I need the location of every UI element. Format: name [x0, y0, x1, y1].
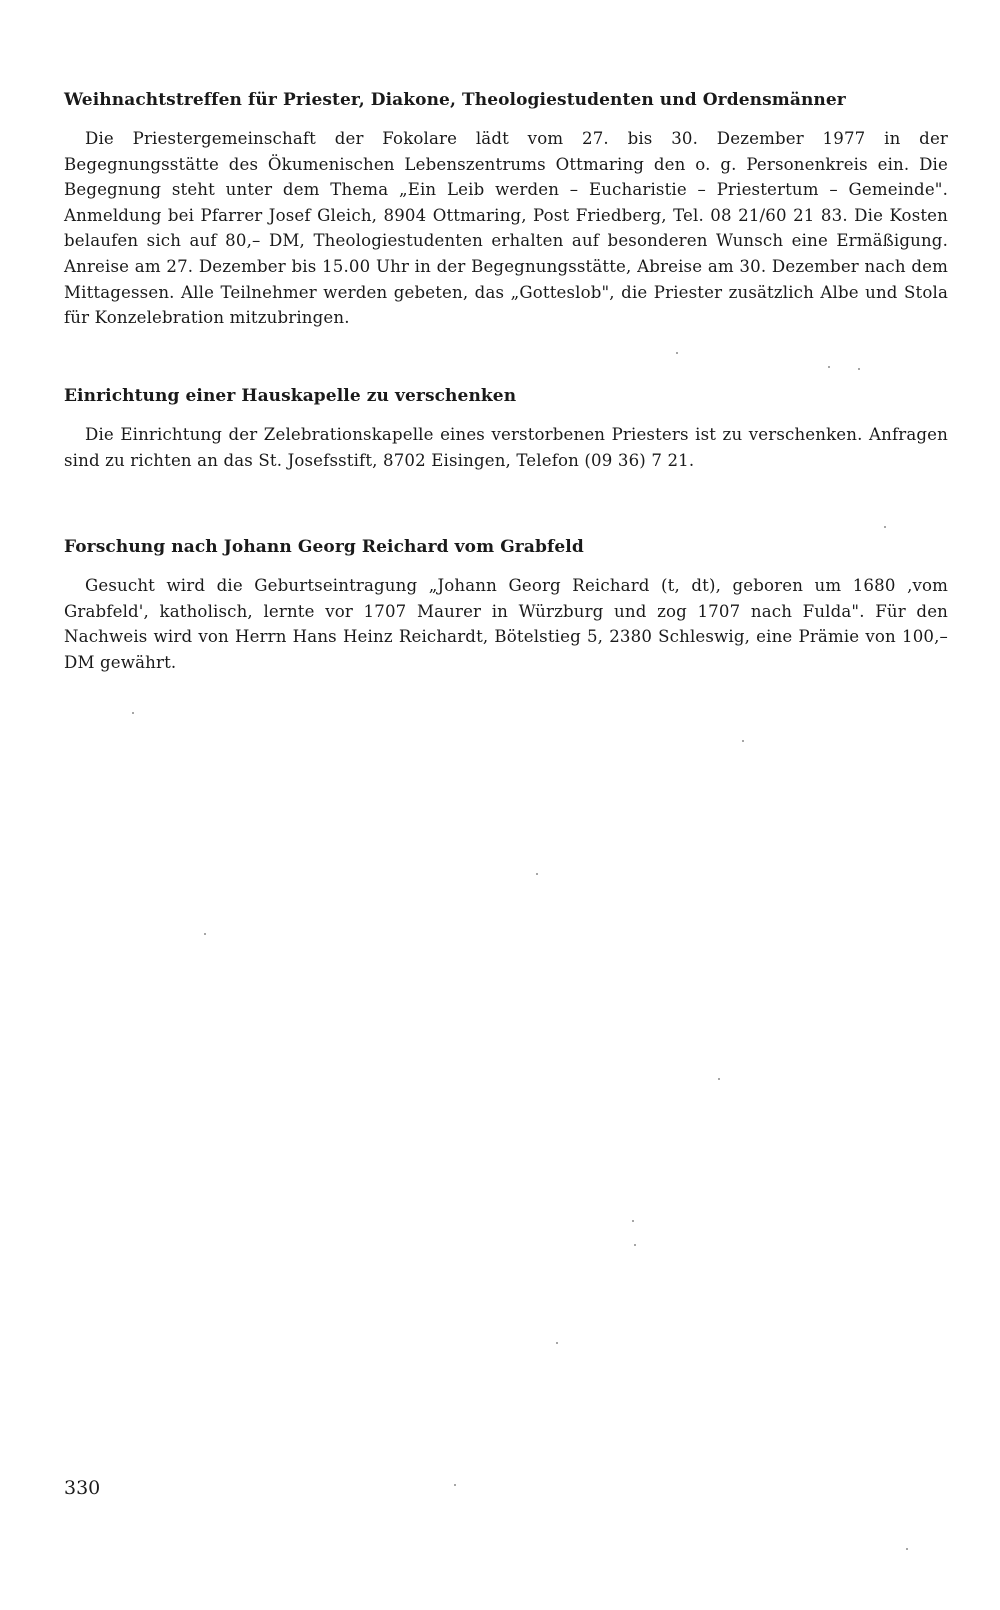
scan-speck: [454, 1484, 456, 1486]
scan-speck: [204, 933, 206, 935]
scan-speck: [906, 1548, 908, 1550]
page-number: 330: [64, 1477, 101, 1499]
section-body: Die Einrichtung der Zelebrationskapelle eines verstorbenen Priesters ist zu verschenken. Anfragen sind zu richten an das St. Josefsstift, 8702 Eisingen, Telefon (09 36) 7 21.: [64, 425, 948, 470]
scan-speck: [742, 740, 744, 742]
scan-speck: [536, 873, 538, 875]
section-forschung-reichard: [64, 536, 948, 675]
section-weihnachtstreffen: [64, 89, 948, 331]
scan-speck: [828, 366, 830, 368]
scan-speck: [632, 1220, 634, 1222]
section-body: Die Priestergemeinschaft der Fokolare lädt vom 27. bis 30. Dezember 1977 in der Begegnungsstätte des Ökumenischen Lebenszentrums Ottmaring den o. g. Personenkreis ein. Die Begegnung steht unter dem Thema „Ein Leib werden – Eucharistie – Priestertum – Gemeinde". Anmeldung bei Pfarrer Josef Gleich, 8904 Ottmaring, Post Friedberg, Tel. 08 21/60 21 83. Die Kosten belaufen sich auf 80,– DM, Theologiestudenten erhalten auf besonderen Wunsch eine Ermäßigung. Anreise am 27. Dezember bis 15.00 Uhr in der Begegnungsstätte, Abreise am 30. Dezember nach dem Mittagessen. Alle Teilnehmer werden gebeten, das „Gotteslob", die Priester zusätzlich Albe und Stola für Konzelebration mitzubringen.: [64, 129, 948, 328]
scan-speck: [884, 526, 886, 528]
section-hauskapelle: [64, 385, 948, 473]
scan-speck: [858, 368, 860, 370]
section-heading: Weihnachtstreffen für Priester, Diakone, Theologiestudenten und Ordensmänner: [64, 90, 846, 110]
scan-speck: [132, 712, 134, 714]
scan-speck: [676, 352, 678, 354]
section-heading: Forschung nach Johann Georg Reichard vom Grabfeld: [64, 537, 584, 557]
scan-speck: [718, 1078, 720, 1080]
scan-speck: [634, 1244, 636, 1246]
scan-speck: [556, 1342, 558, 1344]
section-heading: Einrichtung einer Hauskapelle zu verschenken: [64, 386, 517, 406]
section-body: Gesucht wird die Geburtseintragung „Johann Georg Reichard (t, dt), geboren um 1680 ‚vom Grabfeld', katholisch, lernte vor 1707 Maurer in Würzburg und zog 1707 nach Fulda". Für den Nachweis wird von Herrn Hans Heinz Reichardt, Bötelstieg 5, 2380 Schleswig, eine Prämie von 100,– DM gewährt.: [64, 576, 948, 672]
